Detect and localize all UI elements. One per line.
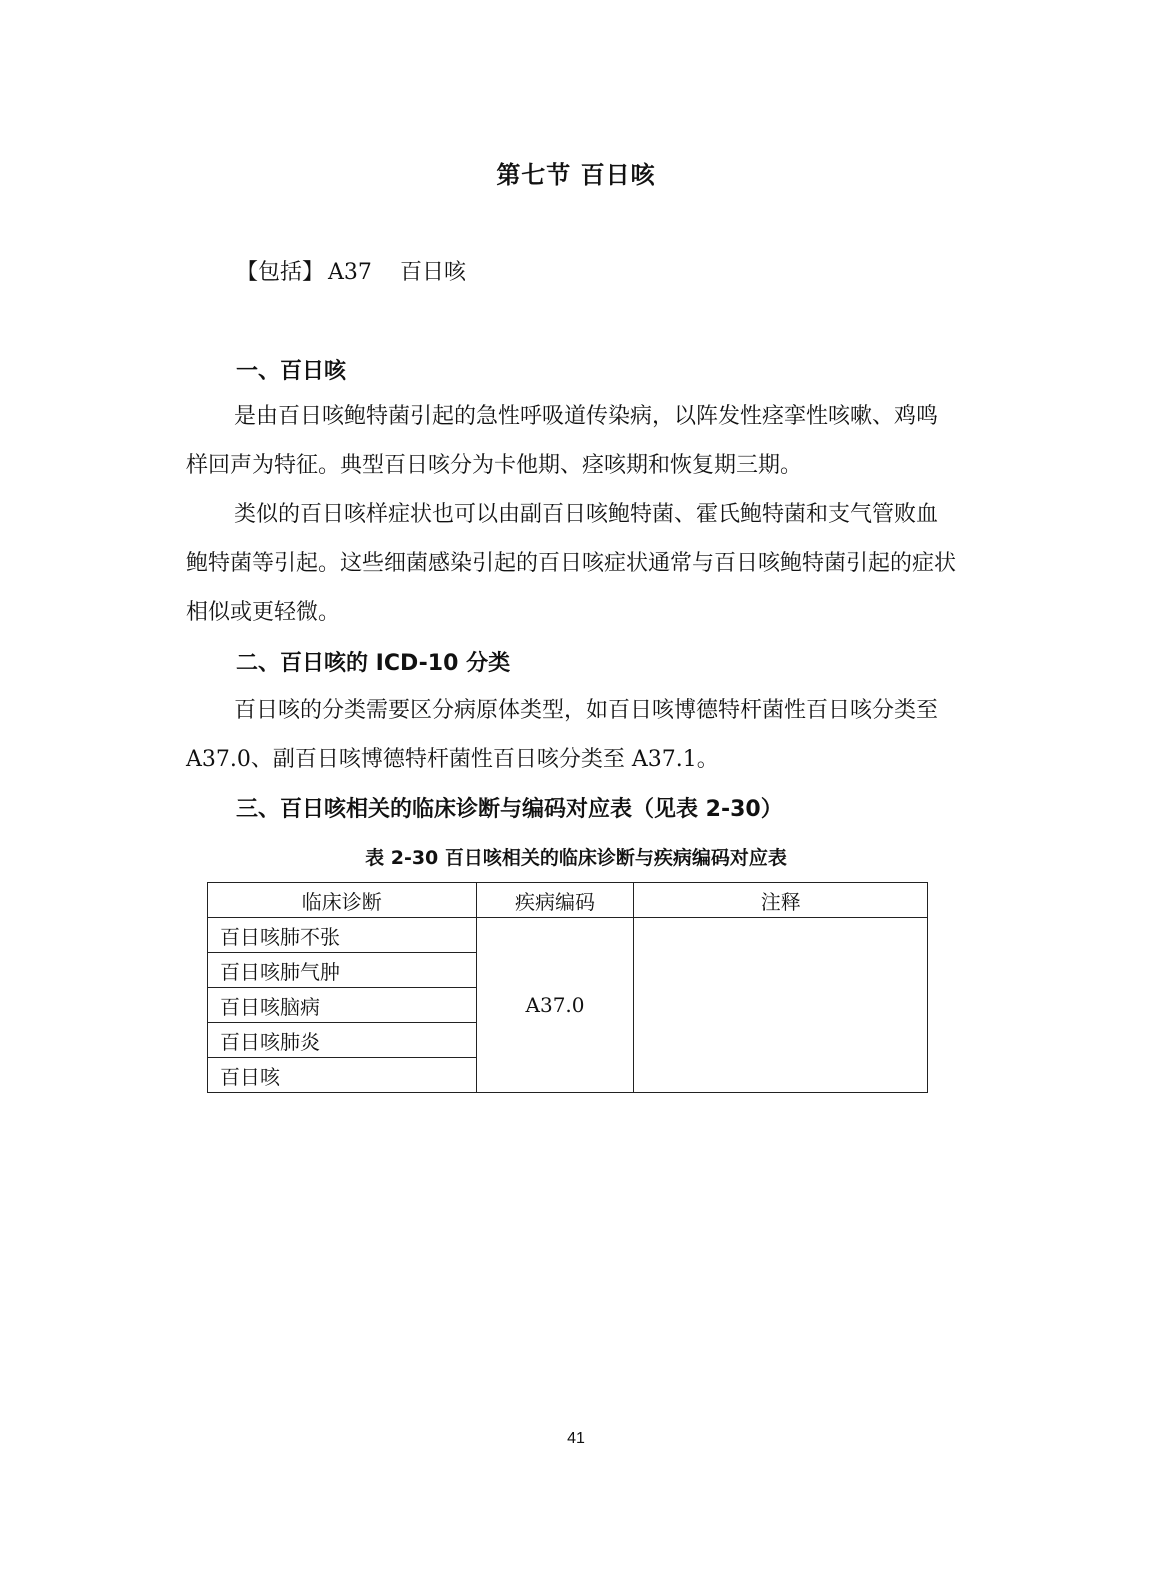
diagnosis-cell: 百日咳肺不张 bbox=[208, 918, 477, 953]
page-number: 41 bbox=[567, 1430, 585, 1447]
note-cell bbox=[634, 918, 928, 1093]
table-caption: 表 2-30 百日咳相关的临床诊断与疾病编码对应表 bbox=[365, 847, 787, 869]
paragraph-similar-symptoms: 类似的百日咳样症状也可以由副百日咳鲍特菌、霍氏鲍特菌和支气管败血鲍特菌等引起。这些细菌感染引起的百日咳症状通常与百日咳鲍特菌引起的症状相似或更轻微。 bbox=[186, 502, 957, 625]
section-title: 第七节 百日咳 bbox=[496, 161, 656, 189]
include-label: 【包括】 bbox=[236, 260, 325, 285]
diagnosis-cell: 百日咳肺炎 bbox=[208, 1023, 477, 1058]
diagnosis-code-table bbox=[207, 882, 928, 1093]
diagnosis-cell: 百日咳肺气肿 bbox=[208, 953, 477, 988]
paragraph-classification: 百日咳的分类需要区分病原体类型，如百日咳博德特杆菌性百日咳分类至 A37.0、副百日咳博德特杆菌性百日咳分类至 A37.1。 bbox=[186, 698, 939, 772]
paragraph-definition: 是由百日咳鲍特菌引起的急性呼吸道传染病，以阵发性痉挛性咳嗽、鸡鸣样回声为特征。典型百日咳分为卡他期、痉咳期和恢复期三期。 bbox=[186, 404, 939, 478]
include-code: A37 bbox=[328, 260, 372, 285]
table-row bbox=[208, 918, 928, 953]
header-disease-code: 疾病编码 bbox=[476, 883, 634, 918]
heading-code-table: 三、百日咳相关的临床诊断与编码对应表（见表 2-30） bbox=[236, 797, 783, 822]
include-line bbox=[236, 255, 466, 286]
code-cell: A37.0 bbox=[476, 918, 634, 1093]
include-name: 百日咳 bbox=[400, 260, 467, 285]
diagnosis-cell: 百日咳 bbox=[208, 1058, 477, 1093]
heading-icd10-classification: 二、百日咳的 ICD-10 分类 bbox=[236, 651, 511, 676]
diagnosis-cell: 百日咳脑病 bbox=[208, 988, 477, 1023]
heading-pertussis: 一、百日咳 bbox=[236, 359, 347, 384]
table-header-row bbox=[208, 883, 928, 918]
header-clinical-diagnosis: 临床诊断 bbox=[208, 883, 477, 918]
header-notes: 注释 bbox=[634, 883, 928, 918]
